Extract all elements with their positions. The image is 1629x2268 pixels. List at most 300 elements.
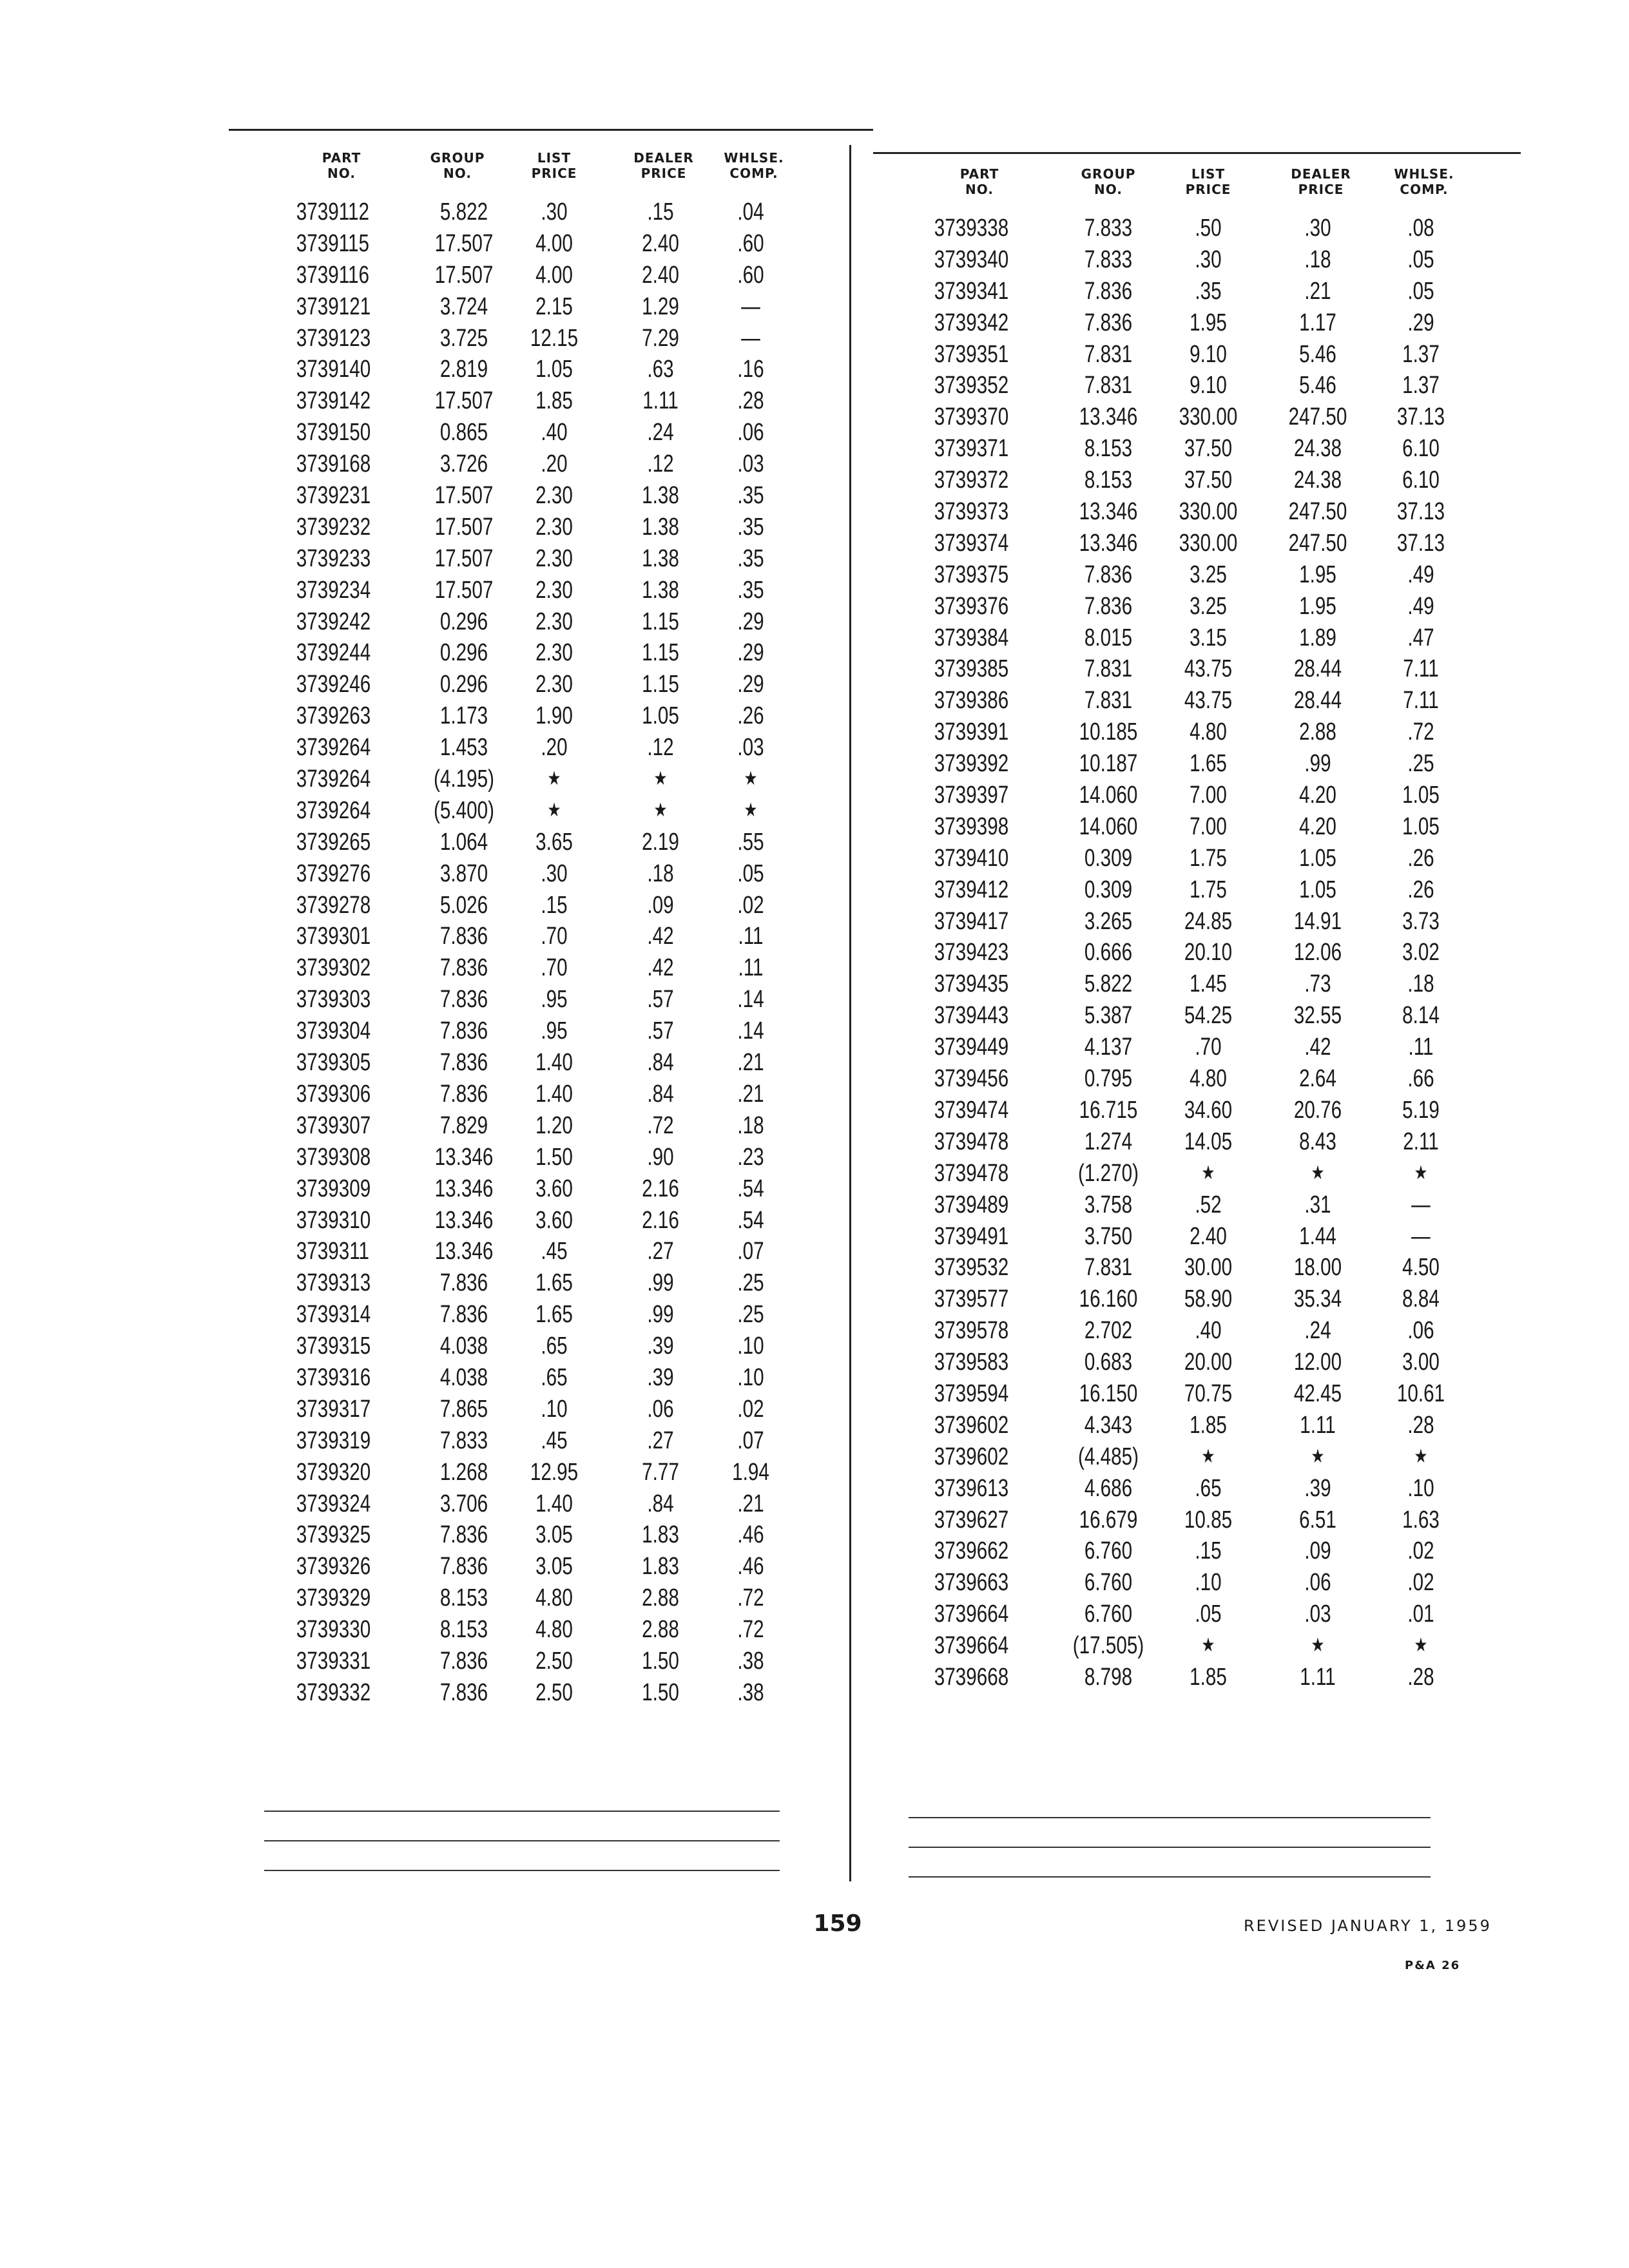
cell-part-no: 3739325 bbox=[296, 1521, 371, 1549]
cell-part-no: 3739583 bbox=[934, 1349, 1009, 1376]
cell-dealer-price: 1.89 bbox=[1299, 624, 1336, 651]
cell-part-no: 3739663 bbox=[934, 1569, 1009, 1597]
cell-dealer-price: 1.44 bbox=[1299, 1222, 1336, 1250]
cell-dealer-price: .12 bbox=[647, 450, 674, 478]
header-dealer-price: DEALER PRICE bbox=[1291, 166, 1351, 197]
cell-part-no: 3739474 bbox=[934, 1096, 1009, 1124]
cell-list-price: 14.05 bbox=[1184, 1128, 1233, 1155]
cell-group-no: 0.309 bbox=[1084, 876, 1133, 903]
cell-whlse-comp: .03 bbox=[737, 734, 764, 762]
cell-whlse-comp: 6.10 bbox=[1402, 466, 1440, 494]
cell-list-price: 1.85 bbox=[1190, 1411, 1227, 1439]
cell-part-no: 3739276 bbox=[296, 860, 371, 887]
cell-part-no: 3739302 bbox=[296, 954, 371, 982]
cell-list-price: 1.75 bbox=[1190, 844, 1227, 872]
cell-dealer-price: 1.95 bbox=[1299, 592, 1336, 620]
cell-whlse-comp: .72 bbox=[737, 1616, 764, 1644]
cell-list-price: 2.30 bbox=[535, 608, 573, 635]
header-part-no: PART NO. bbox=[959, 166, 999, 197]
cell-whlse-comp: .60 bbox=[737, 229, 764, 257]
cell-part-no: 3739313 bbox=[296, 1269, 371, 1297]
cell-part-no: 3739338 bbox=[934, 215, 1009, 242]
cell-part-no: 3739391 bbox=[934, 718, 1009, 746]
cell-list-price: 9.10 bbox=[1190, 340, 1227, 368]
cell-part-no: 3739315 bbox=[296, 1332, 371, 1360]
table-row bbox=[284, 1142, 825, 1173]
table-row bbox=[921, 748, 1489, 780]
cell-dealer-price: 1.05 bbox=[642, 702, 679, 730]
cell-part-no: 3739478 bbox=[934, 1159, 1009, 1187]
cell-list-price: .70 bbox=[541, 954, 568, 982]
cell-part-no: 3739351 bbox=[934, 340, 1009, 368]
cell-whlse-comp: .26 bbox=[1407, 844, 1434, 872]
cell-dealer-price: 32.55 bbox=[1293, 1002, 1342, 1030]
cell-group-no: 4.686 bbox=[1084, 1474, 1133, 1502]
table-row bbox=[921, 1535, 1489, 1567]
cell-dealer-price: 1.38 bbox=[642, 513, 679, 541]
cell-whlse-comp: .21 bbox=[737, 1049, 764, 1077]
cell-list-price: 3.65 bbox=[535, 828, 573, 856]
table-row bbox=[284, 858, 825, 890]
cell-whlse-comp: .02 bbox=[737, 891, 764, 919]
table-row bbox=[921, 465, 1489, 496]
cell-list-price: 4.00 bbox=[535, 261, 573, 289]
table-row bbox=[921, 307, 1489, 339]
table-row bbox=[921, 1410, 1489, 1441]
cell-group-no: 10.185 bbox=[1079, 718, 1138, 746]
left-footer-rules bbox=[264, 1811, 780, 1899]
cell-part-no: 3739116 bbox=[296, 261, 369, 289]
cell-part-no: 3739330 bbox=[296, 1616, 371, 1644]
cell-list-price: 330.00 bbox=[1179, 498, 1238, 526]
cell-dealer-price: .21 bbox=[1304, 277, 1331, 305]
footer-rule bbox=[909, 1847, 1431, 1848]
table-row bbox=[921, 433, 1489, 465]
cell-list-price: 7.00 bbox=[1190, 782, 1227, 809]
cell-dealer-price: 42.45 bbox=[1293, 1379, 1342, 1407]
cell-list-price: .20 bbox=[541, 450, 568, 478]
cell-whlse-comp: 8.14 bbox=[1402, 1002, 1440, 1030]
table-row bbox=[284, 1551, 825, 1582]
cell-list-price: .20 bbox=[541, 734, 568, 762]
cell-list-price: .40 bbox=[541, 419, 568, 447]
table-row bbox=[284, 1457, 825, 1488]
cell-list-price: 20.00 bbox=[1184, 1349, 1233, 1376]
table-row bbox=[921, 213, 1489, 244]
cell-group-no: 17.507 bbox=[434, 261, 494, 289]
cell-group-no: 7.836 bbox=[439, 1269, 488, 1297]
cell-part-no: 3739664 bbox=[934, 1632, 1009, 1660]
cell-part-no: 3739435 bbox=[934, 970, 1009, 998]
table-row bbox=[921, 937, 1489, 968]
table-row bbox=[921, 591, 1489, 622]
cell-group-no: 8.153 bbox=[439, 1616, 488, 1644]
cell-list-price: 1.20 bbox=[535, 1111, 573, 1139]
cell-whlse-comp: .06 bbox=[1407, 1317, 1434, 1345]
cell-whlse-comp: .10 bbox=[1407, 1474, 1434, 1502]
cell-dealer-price: .09 bbox=[1304, 1537, 1331, 1565]
cell-whlse-comp: .14 bbox=[737, 986, 764, 1014]
cell-whlse-comp: .29 bbox=[737, 671, 764, 698]
table-row bbox=[921, 968, 1489, 1000]
cell-dealer-price: 1.38 bbox=[642, 576, 679, 604]
cell-group-no: 7.836 bbox=[439, 923, 488, 950]
cell-list-price: 2.40 bbox=[1190, 1222, 1227, 1250]
cell-whlse-comp: .47 bbox=[1407, 624, 1434, 651]
table-row bbox=[284, 700, 825, 732]
cell-dealer-price: .18 bbox=[1304, 245, 1331, 273]
cell-group-no: (4.485) bbox=[1078, 1443, 1139, 1470]
table-row bbox=[284, 354, 825, 385]
cell-list-price: .65 bbox=[541, 1363, 568, 1391]
cell-whlse-comp: .05 bbox=[1407, 277, 1434, 305]
table-row bbox=[284, 228, 825, 260]
cell-dealer-price: .31 bbox=[1304, 1191, 1331, 1218]
cell-list-price: 34.60 bbox=[1184, 1096, 1233, 1124]
cell-dealer-price: 1.05 bbox=[1299, 876, 1336, 903]
cell-part-no: 3739443 bbox=[934, 1002, 1009, 1030]
cell-group-no: 14.060 bbox=[1079, 812, 1138, 840]
cell-dealer-price: 6.51 bbox=[1299, 1506, 1336, 1533]
cell-list-price: 3.15 bbox=[1190, 624, 1227, 651]
cell-list-price: ★ bbox=[1201, 1162, 1215, 1184]
cell-group-no: 2.819 bbox=[439, 356, 488, 383]
cell-dealer-price: 1.83 bbox=[642, 1521, 679, 1549]
cell-group-no: 2.702 bbox=[1084, 1317, 1133, 1345]
page-number: 159 bbox=[813, 1910, 862, 1937]
cell-part-no: 3739371 bbox=[934, 435, 1009, 463]
cell-group-no: 3.265 bbox=[1084, 907, 1133, 935]
cell-whlse-comp: 1.05 bbox=[1402, 782, 1440, 809]
cell-part-no: 3739234 bbox=[296, 576, 371, 604]
table-row bbox=[921, 370, 1489, 401]
cell-whlse-comp: 1.05 bbox=[1402, 812, 1440, 840]
cell-whlse-comp: 37.13 bbox=[1396, 498, 1445, 526]
cell-whlse-comp: .66 bbox=[1407, 1065, 1434, 1093]
cell-whlse-comp: .11 bbox=[738, 954, 764, 982]
cell-dealer-price: .24 bbox=[647, 419, 674, 447]
table-row bbox=[284, 512, 825, 543]
cell-list-price: .30 bbox=[1195, 245, 1222, 273]
cell-part-no: 3739340 bbox=[934, 245, 1009, 273]
cell-group-no: 7.831 bbox=[1084, 655, 1133, 683]
cell-whlse-comp: .28 bbox=[1407, 1411, 1434, 1439]
cell-group-no: 7.831 bbox=[1084, 1254, 1133, 1282]
cell-dealer-price: 7.29 bbox=[642, 324, 679, 352]
cell-list-price: 1.95 bbox=[1190, 309, 1227, 336]
cell-whlse-comp: 5.19 bbox=[1402, 1096, 1440, 1124]
column-divider bbox=[849, 145, 851, 1881]
table-row bbox=[284, 1425, 825, 1457]
cell-dealer-price: .72 bbox=[647, 1111, 674, 1139]
cell-dealer-price: .90 bbox=[647, 1143, 674, 1171]
cell-group-no: 7.831 bbox=[1084, 372, 1133, 399]
cell-whlse-comp: .35 bbox=[737, 513, 764, 541]
cell-whlse-comp: .02 bbox=[1407, 1537, 1434, 1565]
cell-whlse-comp: — bbox=[741, 324, 760, 352]
cell-list-price: .52 bbox=[1195, 1191, 1222, 1218]
table-row bbox=[284, 732, 825, 764]
cell-dealer-price: 247.50 bbox=[1288, 529, 1347, 557]
cell-group-no: 0.683 bbox=[1084, 1349, 1133, 1376]
cell-dealer-price: 1.38 bbox=[642, 482, 679, 510]
cell-list-price: .70 bbox=[1195, 1033, 1222, 1061]
cell-list-price: 2.30 bbox=[535, 544, 573, 572]
cell-group-no: 7.829 bbox=[439, 1111, 488, 1139]
cell-dealer-price: 2.16 bbox=[642, 1206, 679, 1234]
cell-dealer-price: .39 bbox=[647, 1332, 674, 1360]
cell-list-price: 4.80 bbox=[535, 1616, 573, 1644]
cell-part-no: 3739376 bbox=[934, 592, 1009, 620]
table-row bbox=[921, 1630, 1489, 1662]
cell-dealer-price: 1.11 bbox=[1300, 1411, 1336, 1439]
cell-list-price: 1.40 bbox=[535, 1490, 573, 1517]
cell-whlse-comp: ★ bbox=[1414, 1162, 1428, 1184]
cell-dealer-price: 1.50 bbox=[642, 1647, 679, 1675]
cell-list-price: 37.50 bbox=[1184, 466, 1233, 494]
footer-rule bbox=[909, 1876, 1431, 1878]
cell-part-no: 3739263 bbox=[296, 702, 371, 730]
table-row bbox=[284, 291, 825, 323]
cell-dealer-price: ★ bbox=[1311, 1635, 1325, 1657]
cell-list-price: 7.00 bbox=[1190, 812, 1227, 840]
cell-list-price: 10.85 bbox=[1184, 1506, 1233, 1533]
cell-part-no: 3739278 bbox=[296, 891, 371, 919]
cell-whlse-comp: .02 bbox=[737, 1395, 764, 1423]
cell-dealer-price: 24.38 bbox=[1293, 466, 1342, 494]
cell-part-no: 3739244 bbox=[296, 639, 371, 667]
cell-part-no: 3739308 bbox=[296, 1143, 371, 1171]
cell-part-no: 3739386 bbox=[934, 687, 1009, 715]
cell-list-price: .70 bbox=[541, 923, 568, 950]
cell-part-no: 3739627 bbox=[934, 1506, 1009, 1533]
cell-list-price: 3.60 bbox=[535, 1175, 573, 1202]
cell-dealer-price: .30 bbox=[1304, 215, 1331, 242]
cell-dealer-price: .12 bbox=[647, 734, 674, 762]
cell-group-no: 13.346 bbox=[1079, 403, 1138, 431]
cell-part-no: 3739242 bbox=[296, 608, 371, 635]
footer-rule bbox=[264, 1811, 780, 1812]
header-group-no: GROUP NO. bbox=[430, 150, 485, 181]
table-row bbox=[284, 197, 825, 228]
cell-group-no: 10.187 bbox=[1079, 750, 1138, 778]
header-list-price: LIST PRICE bbox=[1185, 166, 1231, 197]
left-price-table bbox=[284, 145, 825, 1709]
cell-whlse-comp: .03 bbox=[737, 450, 764, 478]
table-row bbox=[921, 401, 1489, 433]
footer-rule bbox=[909, 1817, 1431, 1818]
cell-group-no: 13.346 bbox=[434, 1175, 494, 1202]
cell-list-price: 12.15 bbox=[530, 324, 579, 352]
cell-list-price: 9.10 bbox=[1190, 372, 1227, 399]
table-row bbox=[284, 1394, 825, 1425]
cell-whlse-comp: .02 bbox=[1407, 1569, 1434, 1597]
table-row bbox=[921, 496, 1489, 528]
cell-group-no: 6.760 bbox=[1084, 1569, 1133, 1597]
table-row bbox=[284, 1299, 825, 1331]
cell-list-price: 2.30 bbox=[535, 639, 573, 667]
cell-part-no: 3739412 bbox=[934, 876, 1009, 903]
cell-part-no: 3739331 bbox=[296, 1647, 371, 1675]
cell-part-no: 3739319 bbox=[296, 1427, 371, 1454]
cell-dealer-price: 5.46 bbox=[1299, 340, 1336, 368]
cell-dealer-price: 4.20 bbox=[1299, 782, 1336, 809]
cell-whlse-comp: .29 bbox=[737, 639, 764, 667]
cell-group-no: 14.060 bbox=[1079, 782, 1138, 809]
cell-dealer-price: 14.91 bbox=[1293, 907, 1342, 935]
table-row bbox=[921, 559, 1489, 591]
cell-part-no: 3739305 bbox=[296, 1049, 371, 1077]
cell-whlse-comp: .26 bbox=[1407, 876, 1434, 903]
cell-list-price: 2.15 bbox=[535, 293, 573, 320]
cell-list-price: .45 bbox=[541, 1427, 568, 1454]
cell-part-no: 3739264 bbox=[296, 734, 371, 762]
cell-dealer-price: .57 bbox=[647, 986, 674, 1014]
table-row bbox=[921, 1189, 1489, 1221]
cell-part-no: 3739307 bbox=[296, 1111, 371, 1139]
cell-whlse-comp: 3.00 bbox=[1402, 1349, 1440, 1376]
cell-list-price: 1.65 bbox=[1190, 750, 1227, 778]
cell-list-price: 2.30 bbox=[535, 576, 573, 604]
cell-list-price: 1.65 bbox=[535, 1269, 573, 1297]
cell-whlse-comp: 10.61 bbox=[1396, 1379, 1445, 1407]
cell-whlse-comp: 6.10 bbox=[1402, 435, 1440, 463]
cell-list-price: 20.10 bbox=[1184, 939, 1233, 966]
table-row bbox=[921, 780, 1489, 811]
cell-group-no: 17.507 bbox=[434, 513, 494, 541]
cell-list-price: ★ bbox=[1201, 1635, 1215, 1657]
table-row bbox=[921, 906, 1489, 937]
cell-part-no: 3739489 bbox=[934, 1191, 1009, 1218]
table-row bbox=[284, 1236, 825, 1267]
cell-whlse-comp: — bbox=[1411, 1222, 1431, 1250]
table-row bbox=[921, 1283, 1489, 1315]
table-row bbox=[284, 606, 825, 638]
cell-dealer-price: .42 bbox=[647, 923, 674, 950]
header-whlse-comp: WHLSE. COMP. bbox=[1394, 166, 1454, 197]
cell-group-no: 7.836 bbox=[439, 1553, 488, 1581]
document-code: P&A 26 bbox=[1405, 1959, 1461, 1972]
cell-part-no: 3739602 bbox=[934, 1443, 1009, 1470]
table-row bbox=[921, 811, 1489, 843]
cell-list-price: 1.05 bbox=[535, 356, 573, 383]
cell-dealer-price: 12.00 bbox=[1293, 1349, 1342, 1376]
cell-group-no: 0.309 bbox=[1084, 844, 1133, 872]
cell-part-no: 3739375 bbox=[934, 561, 1009, 588]
cell-group-no: 7.836 bbox=[439, 1647, 488, 1675]
table-row bbox=[921, 622, 1489, 654]
cell-whlse-comp: .14 bbox=[737, 1017, 764, 1045]
cell-whlse-comp: .21 bbox=[737, 1490, 764, 1517]
cell-whlse-comp: .35 bbox=[737, 544, 764, 572]
cell-group-no: 16.679 bbox=[1079, 1506, 1138, 1533]
cell-whlse-comp: .05 bbox=[737, 860, 764, 887]
table-row bbox=[284, 1331, 825, 1362]
table-row bbox=[921, 1000, 1489, 1032]
table-row bbox=[921, 1032, 1489, 1063]
cell-whlse-comp: .10 bbox=[737, 1363, 764, 1391]
cell-part-no: 3739326 bbox=[296, 1553, 371, 1581]
table-row bbox=[921, 653, 1489, 685]
cell-dealer-price: 2.16 bbox=[642, 1175, 679, 1202]
cell-dealer-price: 1.17 bbox=[1299, 309, 1336, 336]
cell-dealer-price: .24 bbox=[1304, 1317, 1331, 1345]
table-row bbox=[921, 276, 1489, 307]
cell-part-no: 3739320 bbox=[296, 1458, 371, 1486]
footer-rule bbox=[264, 1840, 780, 1841]
table-row bbox=[921, 685, 1489, 716]
cell-group-no: 7.836 bbox=[1084, 277, 1133, 305]
cell-group-no: 7.836 bbox=[1084, 592, 1133, 620]
cell-list-price: .65 bbox=[541, 1332, 568, 1360]
cell-group-no: 5.822 bbox=[1084, 970, 1133, 998]
cell-group-no: 3.870 bbox=[439, 860, 488, 887]
table-row bbox=[284, 480, 825, 512]
cell-list-price: ★ bbox=[547, 768, 561, 790]
cell-dealer-price: 5.46 bbox=[1299, 372, 1336, 399]
top-rule-left bbox=[229, 129, 873, 131]
cell-dealer-price: .99 bbox=[647, 1269, 674, 1297]
footer-rule bbox=[264, 1870, 780, 1871]
cell-whlse-comp: ★ bbox=[744, 768, 758, 790]
cell-list-price: .95 bbox=[541, 1017, 568, 1045]
cell-dealer-price: 1.11 bbox=[1300, 1663, 1336, 1691]
cell-list-price: .10 bbox=[541, 1395, 568, 1423]
cell-whlse-comp: .46 bbox=[737, 1521, 764, 1549]
cell-group-no: 1.268 bbox=[439, 1458, 488, 1486]
table-row bbox=[921, 1473, 1489, 1504]
revised-date: REVISED JANUARY 1, 1959 bbox=[1244, 1917, 1492, 1935]
cell-group-no: 7.836 bbox=[439, 1017, 488, 1045]
table-row bbox=[284, 1205, 825, 1236]
cell-dealer-price: .18 bbox=[647, 860, 674, 887]
cell-group-no: 7.836 bbox=[439, 954, 488, 982]
cell-dealer-price: .84 bbox=[647, 1049, 674, 1077]
cell-part-no: 3739372 bbox=[934, 466, 1009, 494]
cell-part-no: 3739341 bbox=[934, 277, 1009, 305]
cell-dealer-price: ★ bbox=[653, 799, 668, 821]
cell-dealer-price: .03 bbox=[1304, 1600, 1331, 1628]
cell-whlse-comp: .38 bbox=[737, 1647, 764, 1675]
table-row bbox=[921, 528, 1489, 559]
table-row bbox=[921, 1063, 1489, 1095]
cell-list-price: .05 bbox=[1195, 1600, 1222, 1628]
cell-whlse-comp: .08 bbox=[1407, 215, 1434, 242]
cell-list-price: 3.60 bbox=[535, 1206, 573, 1234]
cell-dealer-price: .57 bbox=[647, 1017, 674, 1045]
table-row bbox=[284, 795, 825, 827]
cell-group-no: 0.296 bbox=[439, 639, 488, 667]
cell-part-no: 3739150 bbox=[296, 419, 371, 447]
table-row bbox=[921, 1347, 1489, 1378]
cell-part-no: 3739373 bbox=[934, 498, 1009, 526]
cell-list-price: 4.00 bbox=[535, 229, 573, 257]
cell-part-no: 3739310 bbox=[296, 1206, 371, 1234]
cell-dealer-price: 18.00 bbox=[1293, 1254, 1342, 1282]
cell-dealer-price: 247.50 bbox=[1288, 498, 1347, 526]
cell-dealer-price: 1.15 bbox=[642, 671, 679, 698]
cell-whlse-comp: .28 bbox=[737, 387, 764, 415]
header-part-no: PART NO. bbox=[322, 150, 361, 181]
table-row bbox=[921, 339, 1489, 370]
cell-group-no: 0.296 bbox=[439, 608, 488, 635]
cell-dealer-price: .06 bbox=[647, 1395, 674, 1423]
cell-group-no: 1.274 bbox=[1084, 1128, 1133, 1155]
cell-list-price: .30 bbox=[541, 860, 568, 887]
cell-group-no: 3.726 bbox=[439, 450, 488, 478]
cell-whlse-comp: ★ bbox=[1414, 1635, 1428, 1657]
cell-part-no: 3739374 bbox=[934, 529, 1009, 557]
